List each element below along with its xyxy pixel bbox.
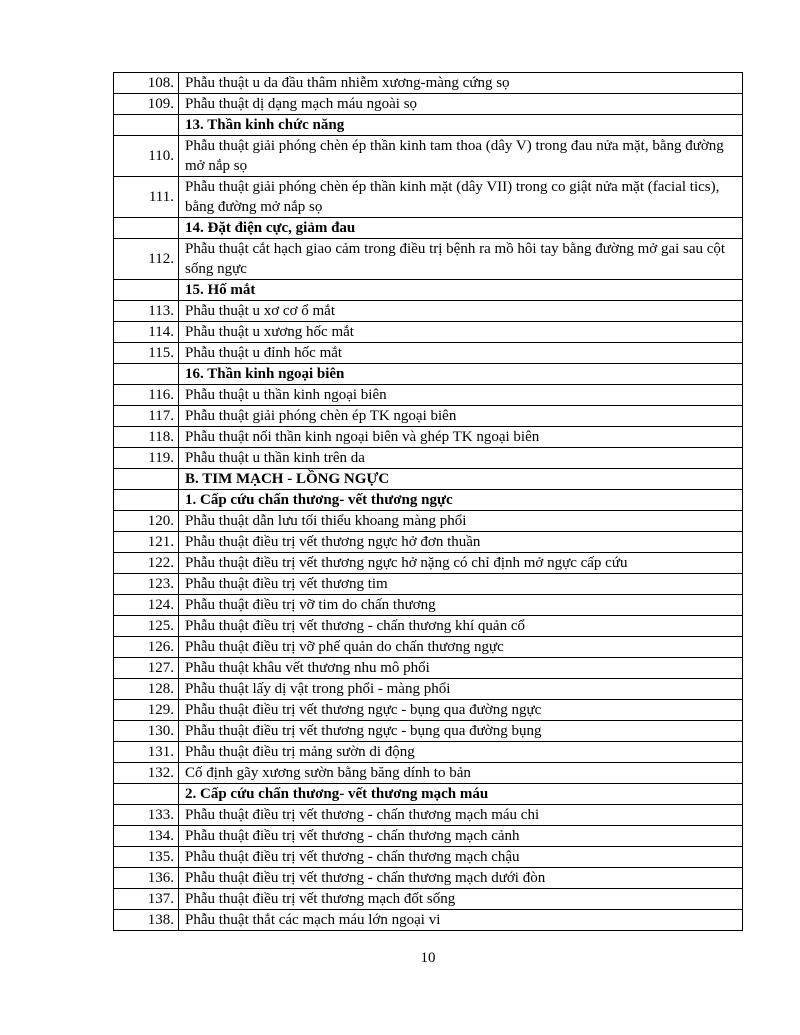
row-number-cell: 126. (114, 637, 179, 658)
table-row (114, 574, 743, 595)
row-text-cell: Phẫu thuật điều trị vỡ phế quản do chấn thương ngực (179, 637, 743, 658)
table-row (114, 448, 743, 469)
row-number-cell: 118. (114, 427, 179, 448)
procedures-table-body (114, 73, 743, 931)
section-header-row (114, 364, 743, 385)
section-header-row (114, 490, 743, 511)
row-number-cell (114, 784, 179, 805)
row-text-cell: Phẫu thuật giải phóng chèn ép TK ngoại biên (179, 406, 743, 427)
row-text-cell: Phẫu thuật giải phóng chèn ép thần kinh tam thoa (dây V) trong đau nửa mặt, bằng đường mở nắp sọ (179, 136, 743, 177)
row-text-cell: Phẫu thuật khâu vết thương nhu mô phổi (179, 658, 743, 679)
row-number-cell: 113. (114, 301, 179, 322)
row-number-cell: 109. (114, 94, 179, 115)
row-number-cell: 136. (114, 868, 179, 889)
row-text-cell: Phẫu thuật điều trị mảng sườn di động (179, 742, 743, 763)
row-text-cell: Phẫu thuật điều trị vết thương - chấn thương mạch dưới đòn (179, 868, 743, 889)
page-number: 10 (420, 950, 436, 966)
row-text-cell: Phẫu thuật u da đầu thâm nhiễm xương-màng cứng sọ (179, 73, 743, 94)
table-row (114, 343, 743, 364)
section-header-row (114, 115, 743, 136)
row-text-cell: Phẫu thuật u xơ cơ ổ mắt (179, 301, 743, 322)
table-row (114, 301, 743, 322)
row-text-cell: Phẫu thuật điều trị vỡ tim do chấn thương (179, 595, 743, 616)
table-row (114, 73, 743, 94)
row-text-cell: Phẫu thuật giải phóng chèn ép thần kinh mặt (dây VII) trong co giật nửa mặt (facial tics), bằng đường mở nắp sọ (179, 177, 743, 218)
row-text-cell: Phẫu thuật điều trị vết thương ngực - bụng qua đường ngực (179, 700, 743, 721)
row-text-cell: Phẫu thuật điều trị vết thương ngực hở nặng có chỉ định mở ngực cấp cứu (179, 553, 743, 574)
row-number-cell: 120. (114, 511, 179, 532)
row-text-cell: 16. Thần kinh ngoại biên (179, 364, 743, 385)
table-row (114, 385, 743, 406)
row-number-cell (114, 490, 179, 511)
row-text-cell: 2. Cấp cứu chấn thương- vết thương mạch máu (179, 784, 743, 805)
table-row (114, 910, 743, 931)
table-row (114, 322, 743, 343)
table-row (114, 721, 743, 742)
table-row (114, 889, 743, 910)
row-text-cell: Phẫu thuật dẫn lưu tối thiểu khoang màng phổi (179, 511, 743, 532)
row-text-cell: Phẫu thuật u thần kinh ngoại biên (179, 385, 743, 406)
section-header-row (114, 784, 743, 805)
table-row (114, 616, 743, 637)
row-number-cell: 114. (114, 322, 179, 343)
row-text-cell: Phẫu thuật điều trị vết thương ngực hở đơn thuần (179, 532, 743, 553)
table-row (114, 511, 743, 532)
row-number-cell: 128. (114, 679, 179, 700)
row-number-cell: 127. (114, 658, 179, 679)
row-number-cell: 125. (114, 616, 179, 637)
row-text-cell: Phẫu thuật thắt các mạch máu lớn ngoại vi (179, 910, 743, 931)
row-number-cell: 116. (114, 385, 179, 406)
row-text-cell: Phẫu thuật nối thần kinh ngoại biên và ghép TK ngoại biên (179, 427, 743, 448)
table-row (114, 94, 743, 115)
section-header-row (114, 469, 743, 490)
section-header-row (114, 218, 743, 239)
table-row (114, 239, 743, 280)
row-text-cell: Phẫu thuật điều trị vết thương tim (179, 574, 743, 595)
table-row (114, 847, 743, 868)
table-row (114, 427, 743, 448)
row-number-cell: 135. (114, 847, 179, 868)
table-row (114, 637, 743, 658)
row-text-cell: Phẫu thuật điều trị vết thương - chấn thương mạch chậu (179, 847, 743, 868)
row-number-cell: 112. (114, 239, 179, 280)
row-text-cell: 14. Đặt điện cực, giảm đau (179, 218, 743, 239)
row-number-cell: 111. (114, 177, 179, 218)
row-number-cell: 134. (114, 826, 179, 847)
row-number-cell: 110. (114, 136, 179, 177)
row-number-cell: 132. (114, 763, 179, 784)
row-number-cell: 108. (114, 73, 179, 94)
row-number-cell: 122. (114, 553, 179, 574)
row-text-cell: 13. Thần kinh chức năng (179, 115, 743, 136)
table-row (114, 763, 743, 784)
row-number-cell: 133. (114, 805, 179, 826)
table-row (114, 553, 743, 574)
row-text-cell: Phẫu thuật điều trị vết thương - chấn thương mạch cảnh (179, 826, 743, 847)
row-text-cell: Phẫu thuật điều trị vết thương ngực - bụng qua đường bụng (179, 721, 743, 742)
row-number-cell: 121. (114, 532, 179, 553)
row-number-cell (114, 115, 179, 136)
row-number-cell (114, 469, 179, 490)
row-text-cell: Phẫu thuật dị dạng mạch máu ngoài sọ (179, 94, 743, 115)
row-text-cell: Phẫu thuật u xương hốc mắt (179, 322, 743, 343)
table-row (114, 679, 743, 700)
row-number-cell (114, 364, 179, 385)
table-row (114, 826, 743, 847)
row-number-cell: 124. (114, 595, 179, 616)
row-number-cell (114, 218, 179, 239)
row-text-cell: Phẫu thuật u đỉnh hốc mắt (179, 343, 743, 364)
row-number-cell (114, 280, 179, 301)
table-row (114, 136, 743, 177)
row-text-cell: 15. Hố mắt (179, 280, 743, 301)
row-text-cell: Cố định gãy xương sườn bằng băng dính to bản (179, 763, 743, 784)
table-row (114, 700, 743, 721)
table-row (114, 868, 743, 889)
table-row (114, 406, 743, 427)
row-text-cell: Phẫu thuật lấy dị vật trong phổi - màng phổi (179, 679, 743, 700)
row-number-cell: 115. (114, 343, 179, 364)
row-text-cell: Phẫu thuật điều trị vết thương - chấn thương mạch máu chi (179, 805, 743, 826)
row-number-cell: 138. (114, 910, 179, 931)
table-row (114, 177, 743, 218)
procedures-table (113, 72, 743, 931)
row-text-cell: Phẫu thuật điều trị vết thương mạch đốt sống (179, 889, 743, 910)
table-row (114, 658, 743, 679)
row-number-cell: 119. (114, 448, 179, 469)
table-row (114, 595, 743, 616)
row-text-cell: Phẫu thuật điều trị vết thương - chấn thương khí quản cổ (179, 616, 743, 637)
row-text-cell: 1. Cấp cứu chấn thương- vết thương ngực (179, 490, 743, 511)
row-number-cell: 130. (114, 721, 179, 742)
row-number-cell: 117. (114, 406, 179, 427)
row-number-cell: 129. (114, 700, 179, 721)
row-text-cell: Phẫu thuật u thần kinh trên da (179, 448, 743, 469)
row-number-cell: 131. (114, 742, 179, 763)
table-row (114, 532, 743, 553)
section-header-row (114, 280, 743, 301)
document-page (113, 72, 743, 931)
row-text-cell: B. TIM MẠCH - LỒNG NGỰC (179, 469, 743, 490)
row-number-cell: 123. (114, 574, 179, 595)
table-row (114, 805, 743, 826)
row-text-cell: Phẫu thuật cắt hạch giao cảm trong điều trị bệnh ra mồ hôi tay bằng đường mở gai sau cột sống ngực (179, 239, 743, 280)
table-row (114, 742, 743, 763)
row-number-cell: 137. (114, 889, 179, 910)
